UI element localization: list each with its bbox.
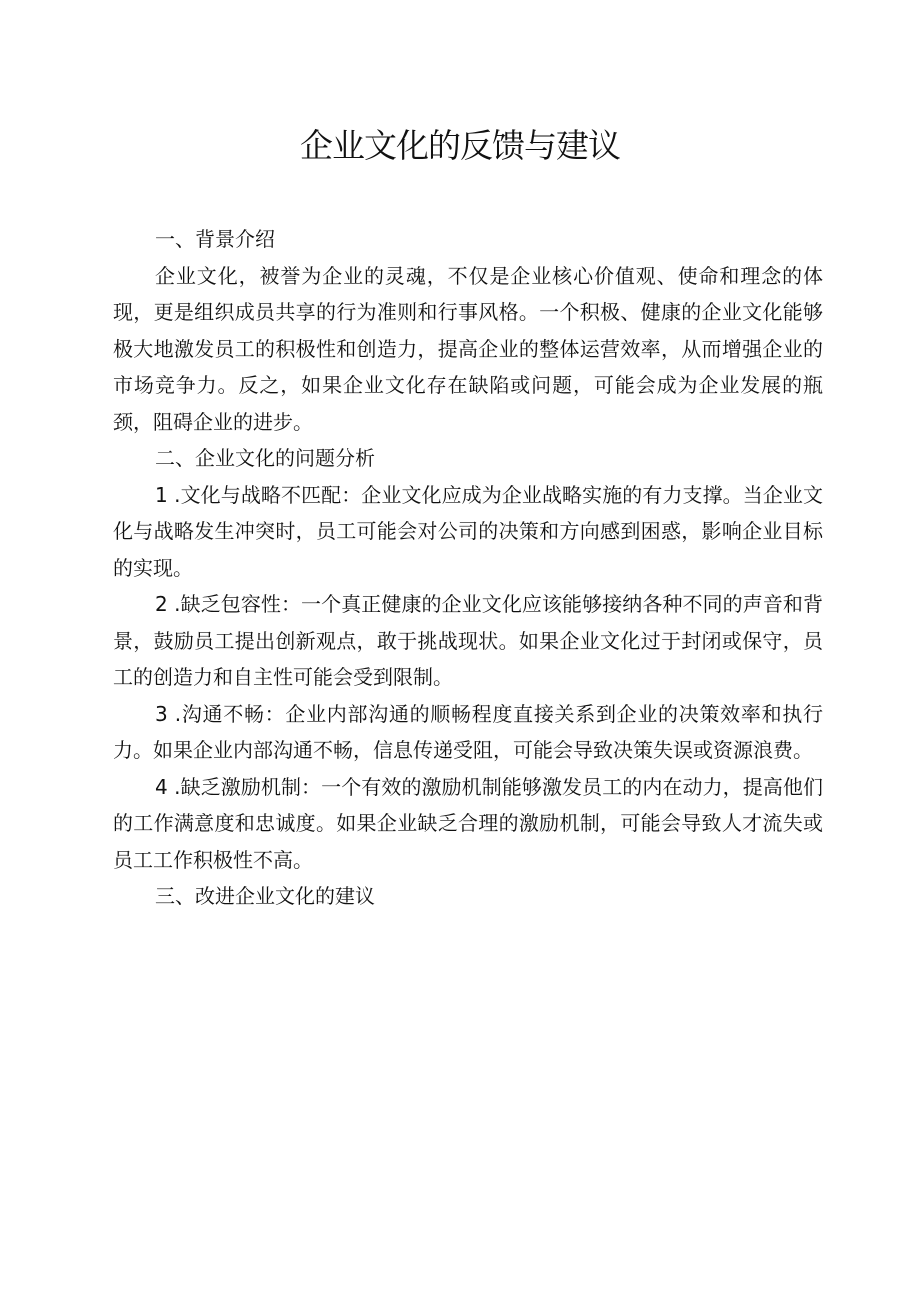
section-heading-problems: 二、企业文化的问题分析 [155, 446, 375, 470]
section-heading-suggestions: 三、改进企业文化的建议 [155, 884, 375, 908]
paragraph-problem-3: 3 .沟通不畅：企业内部沟通的顺畅程度直接关系到企业的决策效率和执行力。如果企业内部沟通不畅，信息传递受阻，可能会导致决策失误或资源浪费。 [113, 701, 823, 762]
document-body [113, 221, 823, 915]
paragraph-problem-2: 2 .缺乏包容性：一个真正健康的企业文化应该能够接纳各种不同的声音和背景，鼓励员工提出创新观点，敢于挑战现状。如果企业文化过于封闭或保守，员工的创造力和自主性可能会受到限制。 [113, 592, 823, 689]
page-title: 企业文化的反馈与建议 [300, 126, 620, 165]
paragraph-problem-4: 4 .缺乏激励机制：一个有效的激励机制能够激发员工的内在动力，提高他们的工作满意度和忠诚度。如果企业缺乏合理的激励机制，可能会导致人才流失或员工工作积极性不高。 [113, 774, 823, 872]
section-heading-background: 一、背景介绍 [155, 227, 275, 251]
paragraph-background: 企业文化，被誉为企业的灵魂，不仅是企业核心价值观、使命和理念的体现，更是组织成员共享的行为准则和行事风格。一个积极、健康的企业文化能够极大地激发员工的积极性和创造力，提高企业的整体运营效率，从而增强企业的市场竞争力。反之，如果企业文化存在缺陷或问题，可能会成为企业发展的瓶颈，阻碍企业的进步。 [113, 263, 823, 434]
paragraph-problem-1: 1 .文化与战略不匹配：企业文化应成为企业战略实施的有力支撑。当企业文化与战略发生冲突时，员工可能会对公司的决策和方向感到困惑，影响企业目标的实现。 [113, 482, 823, 580]
